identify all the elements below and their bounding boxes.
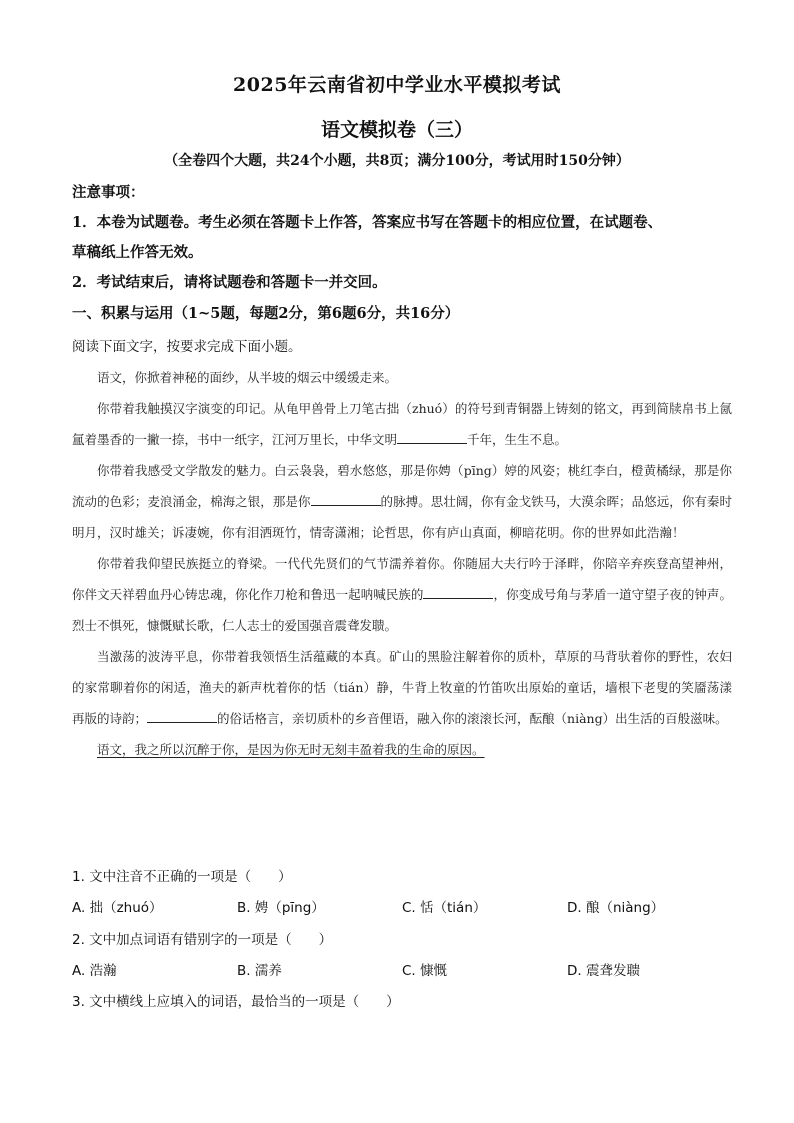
passage-paragraph-2 [72, 393, 732, 455]
notice-item-1-line-2: 草稿纸上作答无效。 [72, 244, 203, 261]
blank-3 [423, 584, 493, 599]
passage-p4-text-a: 你带着我仰望民族挺立的脊梁。一代代先贤们的气节濡养着你。你随屈大夫行吟于泽畔，你陪辛弃疾登高望神州，你伴文天祥碧血丹心铸忠魂，你化作刀枪和鲁迅一起呐喊民族的 [72, 556, 732, 602]
q2-option-a[interactable]: A. 浩瀚 [72, 963, 117, 979]
q2-option-b[interactable]: B. 濡养 [237, 963, 282, 979]
q1-option-a[interactable]: A. 拙（zhuó） [72, 900, 163, 916]
passage-p3-text-b: 的脉搏。思壮阔，你有金戈铁马，大漠余晖；品悠远，你有秦时明月，汉时雄关；诉凄婉，你有泪洒斑竹，情寄潇湘；论哲思，你有庐山真面，柳暗花明。你的世界如此浩瀚！ [72, 494, 732, 540]
notice-item-2: 2．考试结束后，请将试题卷和答题卡一并交回。 [72, 274, 387, 291]
blank-1 [397, 429, 467, 444]
blank-4 [147, 708, 217, 723]
page-subtitle: 语文模拟卷（三） [320, 119, 473, 141]
q1-option-b[interactable]: B. 娉（pīng） [237, 900, 325, 916]
blank-2 [311, 491, 381, 506]
q2-option-c[interactable]: C. 慷慨 [402, 963, 448, 979]
passage-paragraph-3 [72, 455, 732, 548]
question-2-options [72, 956, 732, 986]
passage-paragraph-4 [72, 548, 732, 641]
passage-p4-text-b: ，你变成号角与茅盾一道守望子夜的钟声。烈士不惧死，慷慨赋长歌，仁人志士的爱国强音震聋发聩。 [72, 587, 732, 633]
passage-p5-text-b: 的俗话格言，亲切质朴的乡音俚语，融入你的滚滚长河，酝酿（niàng）出生活的百般滋味。 [217, 711, 728, 726]
section-instruction: 阅读下面文字，按要求完成下面小题。 [72, 339, 302, 355]
q2-option-d[interactable]: D. 震聋发聩 [567, 963, 640, 979]
passage-p3-text-a: 你带着我感受文学散发的魅力。白云袅袅，碧水悠悠，那是你娉（pīng）婷的风姿；桃红李白，橙黄橘绿，那是你流动的色彩；麦浪涌金，棉海之银，那是你 [72, 463, 732, 509]
page-title: 2025年云南省初中学业水平模拟考试 [233, 74, 561, 96]
passage-p2-text-b: 千年，生生不息。 [467, 432, 568, 447]
passage-paragraph-1: 语文，你掀着神秘的面纱，从半坡的烟云中缓缓走来。 [97, 370, 398, 385]
notice-heading: 注意事项： [72, 184, 145, 201]
exam-meta: （全卷四个大题，共24个小题，共8页；满分100分，考试用时150分钟） [164, 153, 630, 169]
q1-option-d[interactable]: D. 酿（niàng） [567, 900, 665, 916]
question-3: 3. 文中横线上应填入的词语，最恰当的一项是（ ） [72, 994, 400, 1010]
q1-option-c[interactable]: C. 恬（tián） [402, 900, 487, 916]
question-2: 2. 文中加点词语有错别字的一项是（ ） [72, 932, 333, 948]
notice-item-1-line-1: 1．本卷为试题卷。考生必须在答题卡上作答，答案应书写在答题卡的相应位置，在试题卷、 [72, 214, 663, 231]
question-1: 1. 文中注音不正确的一项是（ ） [72, 869, 292, 885]
question-1-options [72, 893, 732, 923]
passage-paragraph-6: 语文，我之所以沉醉于你，是因为你无时无刻丰盈着我的生命的原因。 [97, 742, 485, 757]
section-heading: 一、积累与运用（1~5题，每题2分，第6题6分，共16分） [72, 305, 460, 322]
reading-passage [72, 362, 732, 765]
passage-p2-text-a: 你带着我触摸汉字演变的印记。从龟甲兽骨上刀笔古拙（zhuó）的符号到青铜器上铸刻的铭文，再到简牍帛书上氤氲着墨香的一撇一捺，书中一纸字，江河万里长，中华文明 [72, 401, 732, 447]
passage-p5-text-a: 当激荡的波涛平息，你带着我领悟生活蕴藏的本真。矿山的黑脸注解着你的质朴，草原的马背驮着你的野性，农妇的家常聊着你的闲适，渔夫的新声枕着你的恬（tián）静，牛背上牧童的竹笛吹出原始的童话，墙根下老叟的笑靥荡漾再版的诗韵； [72, 649, 732, 726]
passage-paragraph-5 [72, 641, 732, 734]
